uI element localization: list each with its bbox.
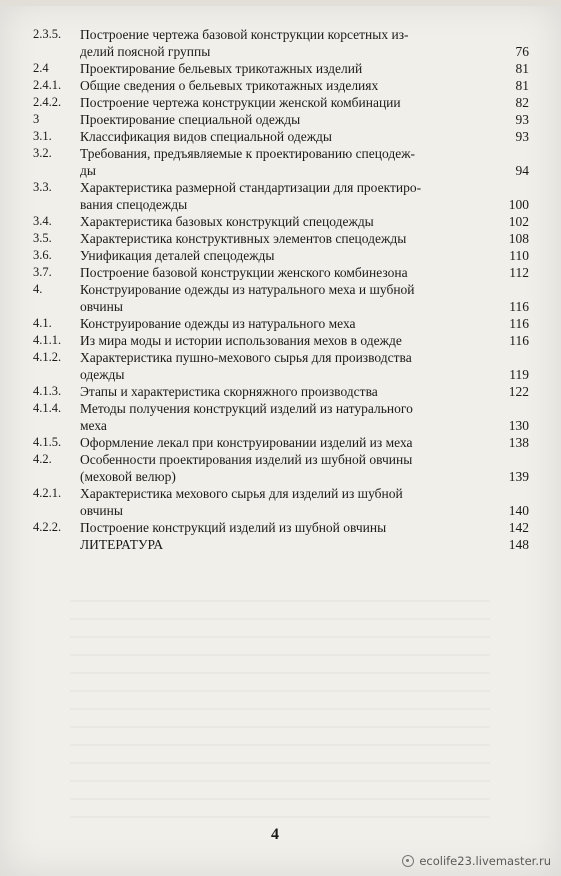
toc-entry bbox=[33, 315, 533, 332]
toc-entry-number: 2.4.2. bbox=[33, 95, 62, 109]
toc-entry-page: 81 bbox=[515, 61, 529, 76]
livemaster-logo-icon bbox=[402, 855, 414, 867]
toc-entry-content bbox=[80, 434, 533, 451]
toc-entry-page: 139 bbox=[508, 469, 529, 484]
toc-entry bbox=[33, 519, 533, 536]
toc-entry-number: 4.1.3. bbox=[33, 384, 62, 398]
toc-entry-page: 82 bbox=[515, 95, 529, 110]
toc-entry-title-line: Характеристика конструктивных элементов спецодежды bbox=[80, 231, 407, 246]
toc-entry-title-line: Характеристика базовых конструкций спецодежды bbox=[80, 214, 374, 229]
toc-entry bbox=[33, 94, 533, 111]
toc-entry bbox=[33, 247, 533, 264]
toc-entry-content bbox=[80, 281, 533, 315]
toc-entry-number: 4.1.5. bbox=[33, 435, 62, 449]
toc-entry-title-line: Характеристика пушно-мехового сырья для производства bbox=[80, 350, 412, 365]
toc-entry-title-line: Проектирование специальной одежды bbox=[80, 112, 301, 127]
toc-entry-title-line: Конструирование одежды из натурального меха и шубной bbox=[80, 282, 415, 297]
toc-entry-number: 3.4. bbox=[33, 214, 52, 228]
toc-entry bbox=[33, 230, 533, 247]
toc-entry-number: 4.2.1. bbox=[33, 486, 62, 500]
toc-entry bbox=[33, 111, 533, 128]
toc-entry-content bbox=[80, 332, 533, 349]
toc-entry bbox=[33, 179, 533, 213]
toc-entry-page: 148 bbox=[508, 537, 529, 552]
toc-entry-content bbox=[80, 536, 533, 553]
toc-entry-number: 2.4.1. bbox=[33, 78, 62, 92]
toc-entry-page: 122 bbox=[508, 384, 529, 399]
toc-entry bbox=[33, 213, 533, 230]
watermark-text: ecolife23.livemaster.ru bbox=[419, 854, 551, 868]
toc-entry bbox=[33, 349, 533, 383]
toc-entry-title-line: овчины bbox=[80, 503, 123, 518]
toc-entry-number: 3.1. bbox=[33, 129, 52, 143]
toc-entry-number: 3.5. bbox=[33, 231, 52, 245]
toc-entry bbox=[33, 451, 533, 485]
toc-entry-title-line: Общие сведения о бельевых трикотажных изделиях bbox=[80, 78, 379, 93]
toc-entry-number: 3 bbox=[33, 112, 40, 126]
toc-entry bbox=[33, 485, 533, 519]
toc-entry-title-line: Из мира моды и истории использования мехов в одежде bbox=[80, 333, 402, 348]
toc-entry-title-line: Классификация видов специальной одежды bbox=[80, 129, 332, 144]
toc-entry-content bbox=[80, 94, 533, 111]
toc-entry-content bbox=[80, 519, 533, 536]
toc-entry-number: 4.1.1. bbox=[33, 333, 62, 347]
toc-entry-number: 4.2.2. bbox=[33, 520, 62, 534]
toc-entry-content bbox=[80, 400, 533, 434]
toc-entry-page: 100 bbox=[508, 197, 529, 212]
toc-entry-title-line: Характеристика мехового сырья для изделий из шубной bbox=[80, 486, 403, 501]
toc-entry-title-line: Оформление лекал при конструировании изделий из меха bbox=[80, 435, 413, 450]
toc-entry bbox=[33, 434, 533, 451]
toc-entry-number: 3.6. bbox=[33, 248, 52, 262]
toc-entry-title-line: Особенности проектирования изделий из шубной овчины bbox=[80, 452, 413, 467]
toc-entry-title-line: Построение базовой конструкции женского комбинезона bbox=[80, 265, 408, 280]
toc-entry bbox=[33, 332, 533, 349]
toc-entry-page: 116 bbox=[509, 316, 529, 331]
toc-entry-title-line: Требования, предъявляемые к проектированию спецодеж- bbox=[80, 146, 416, 161]
toc-entry-content bbox=[80, 315, 533, 332]
toc-entry-content bbox=[80, 60, 533, 77]
table-of-contents bbox=[33, 26, 533, 553]
toc-entry-content bbox=[80, 145, 533, 179]
toc-entry-content bbox=[80, 179, 533, 213]
toc-entry-title-line: ЛИТЕРАТУРА bbox=[80, 537, 164, 552]
toc-entry-page: 102 bbox=[508, 214, 529, 229]
toc-entry-page: 108 bbox=[508, 231, 529, 246]
toc-entry-number: 4.1.2. bbox=[33, 350, 62, 364]
toc-entry-content bbox=[80, 230, 533, 247]
watermark bbox=[402, 854, 551, 868]
page-top-edge bbox=[0, 0, 561, 6]
toc-entry bbox=[33, 145, 533, 179]
toc-entry-content bbox=[80, 349, 533, 383]
toc-entry-title-line: Этапы и характеристика скорняжного производства bbox=[80, 384, 378, 399]
toc-entry-title-line: Конструирование одежды из натурального меха bbox=[80, 316, 356, 331]
toc-entry-page: 140 bbox=[508, 503, 529, 518]
toc-entry-page: 119 bbox=[509, 367, 529, 382]
toc-entry-content bbox=[80, 26, 533, 60]
toc-entry-number: 3.2. bbox=[33, 146, 52, 160]
toc-entry-title-line: Унификация деталей спецодежды bbox=[80, 248, 275, 263]
toc-entry-page: 93 bbox=[515, 129, 529, 144]
toc-entry-page: 93 bbox=[515, 112, 529, 127]
toc-entry-number: 2.4 bbox=[33, 61, 49, 75]
toc-entry bbox=[33, 26, 533, 60]
toc-entry-title-line: делий поясной группы bbox=[80, 44, 211, 59]
toc-entry-title-line: (меховой велюр) bbox=[80, 469, 176, 484]
toc-entry-number: 3.7. bbox=[33, 265, 52, 279]
toc-entry-number: 2.3.5. bbox=[33, 27, 62, 41]
toc-entry-title-line: Построение конструкций изделий из шубной овчины bbox=[80, 520, 387, 535]
toc-entry-page: 81 bbox=[515, 78, 529, 93]
toc-entry-title-line: меха bbox=[80, 418, 107, 433]
toc-entry-content bbox=[80, 451, 533, 485]
toc-entry-number: 4.1.4. bbox=[33, 401, 62, 415]
toc-entry bbox=[33, 536, 533, 553]
toc-entry-content bbox=[80, 77, 533, 94]
toc-entry-title-line: Методы получения конструкций изделий из натурального bbox=[80, 401, 413, 416]
toc-entry-content bbox=[80, 264, 533, 281]
toc-entry bbox=[33, 383, 533, 400]
toc-entry-page: 116 bbox=[509, 299, 529, 314]
toc-entry bbox=[33, 128, 533, 145]
toc-entry-title-line: Характеристика размерной стандартизации для проектиро- bbox=[80, 180, 422, 195]
toc-entry-page: 110 bbox=[509, 248, 529, 263]
toc-entry bbox=[33, 281, 533, 315]
toc-entry-number: 4. bbox=[33, 282, 43, 296]
toc-entry-number: 4.2. bbox=[33, 452, 52, 466]
toc-entry-title-line: овчины bbox=[80, 299, 123, 314]
toc-entry-title-line: вания спецодежды bbox=[80, 197, 188, 212]
toc-entry-number: 3.3. bbox=[33, 180, 52, 194]
toc-entry-title-line: Построение чертежа конструкции женской комбинации bbox=[80, 95, 401, 110]
toc-entry-title-line: одежды bbox=[80, 367, 125, 382]
toc-entry-content bbox=[80, 485, 533, 519]
toc-entry-page: 112 bbox=[509, 265, 529, 280]
toc-entry-title-line: Проектирование бельевых трикотажных изделий bbox=[80, 61, 363, 76]
toc-entry-page: 142 bbox=[508, 520, 529, 535]
toc-entry-content bbox=[80, 383, 533, 400]
toc-entry-page: 94 bbox=[515, 163, 529, 178]
toc-entry-title-line: ды bbox=[80, 163, 96, 178]
toc-entry bbox=[33, 264, 533, 281]
toc-entry-number: 4.1. bbox=[33, 316, 52, 330]
toc-entry-content bbox=[80, 111, 533, 128]
toc-entry-page: 76 bbox=[515, 44, 529, 59]
toc-entry bbox=[33, 77, 533, 94]
toc-entry-content bbox=[80, 213, 533, 230]
toc-entry-content bbox=[80, 128, 533, 145]
bleed-through-text bbox=[70, 600, 490, 820]
toc-entry-content bbox=[80, 247, 533, 264]
toc-entry-page: 138 bbox=[508, 435, 529, 450]
page-number: 4 bbox=[271, 826, 279, 843]
toc-entry bbox=[33, 60, 533, 77]
toc-entry-title-line: Построение чертежа базовой конструкции корсетных из- bbox=[80, 27, 409, 42]
toc-entry-page: 116 bbox=[509, 333, 529, 348]
toc-entry bbox=[33, 400, 533, 434]
toc-entry-page: 130 bbox=[508, 418, 529, 433]
